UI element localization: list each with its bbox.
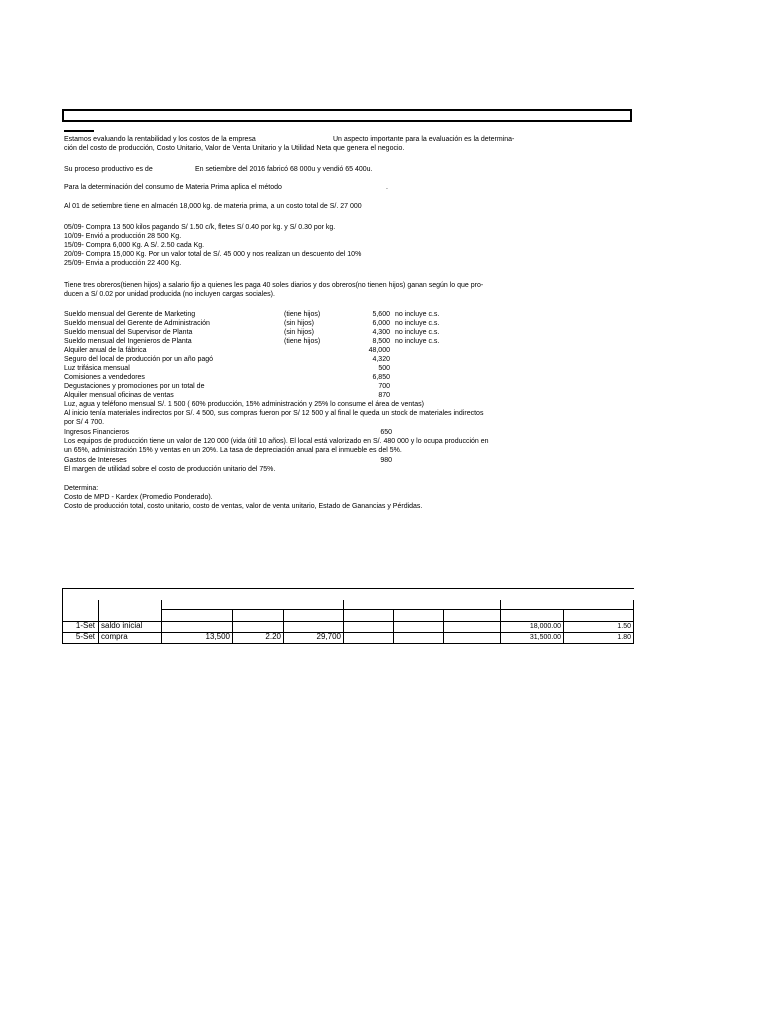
salary-note: (tiene hijos): [284, 311, 321, 318]
kardex-date: 5-Set: [75, 632, 95, 641]
table-rule: [633, 600, 634, 644]
movement-line: 20/09- Compra 15,000 Kg. Por un valor total de S/. 45 000 y nos realizan un descuento del 10%: [64, 251, 362, 258]
table-rule: [500, 600, 501, 644]
equipment-line: Los equipos de producción tiene un valor de 120 000 (vida útil 10 años). El local está valorizado en S/. 480 000 y lo ocupa producción en: [64, 438, 489, 445]
salary-extra: no incluye c.s.: [395, 329, 440, 336]
title-underline: [64, 130, 94, 132]
table-rule: [161, 600, 162, 644]
table-rule: [232, 609, 233, 644]
table-rule: [98, 600, 99, 644]
expense-label: Alquiler anual de la fábrica: [64, 347, 147, 354]
kardex-concept: saldo inicial: [101, 621, 143, 630]
equipment-line: un 65%, administración 15% y ventas en un 20%. La tasa de depreciación anual para el inmueble es del 5%.: [64, 447, 402, 454]
expense-label: Luz trifásica mensual: [64, 365, 130, 372]
expense-amount: 4,320: [372, 356, 390, 363]
intro-line2: ción del costo de producción, Costo Unitario, Valor de Venta Unitario y la Utilidad Neta que genera el negocio.: [64, 145, 405, 152]
expense-label: Degustaciones y promociones por un total de: [64, 383, 205, 390]
kardex-balance-unit: 1.80: [617, 634, 631, 641]
utilities-line: Luz, agua y teléfono mensual S/. 1 500 ( 60% producción, 15% administración y 25% lo consume el área de ventas): [64, 401, 424, 408]
salary-label: Sueldo mensual del Supervisor de Planta: [64, 329, 193, 336]
expense-label: Comisiones a vendedores: [64, 374, 145, 381]
margin-line: El margen de utilidad sobre el costo de producción unitario del 75%.: [64, 466, 276, 473]
interest-amount: 980: [380, 457, 392, 464]
movement-line: 05/09- Compra 13 500 kilos pagando S/ 1.50 c/k, fletes S/ 0.40 por kg. y S/ 0.30 por kg.: [64, 224, 336, 231]
method-text: Para la determinación del consumo de Materia Prima aplica el método: [64, 184, 282, 191]
salary-note: (sin hijos): [284, 329, 314, 336]
salary-label: Sueldo mensual del Gerente de Marketing: [64, 311, 196, 318]
workers-line: Tiene tres obreros(tienen hijos) a salario fijo a quienes les paga 40 soles diarios y dos obreros(no tienen hijos) ganan según lo que pro-: [64, 282, 484, 289]
table-rule: [62, 588, 634, 589]
workers-line: ducen a S/ 0.02 por unidad producida (no incluyen cargas sociales).: [64, 291, 275, 298]
process-left: Su proceso productivo es de: [64, 166, 153, 173]
movement-line: 15/09- Compra 6,000 Kg. A S/. 2.50 cada Kg.: [64, 242, 205, 249]
expense-amount: 870: [378, 392, 390, 399]
kardex-table: [62, 588, 634, 644]
salary-amount: 8,500: [372, 338, 390, 345]
indirect-line: por S/ 4 700.: [64, 419, 105, 426]
kardex-balance-qty: 18,000.00: [529, 623, 561, 630]
determine-line: Costo de producción total, costo unitario, costo de ventas, valor de venta unitario, Estado de Ganancias y Pérdidas.: [64, 503, 423, 510]
title-box: [62, 109, 632, 122]
table-rule: [283, 609, 284, 644]
salary-amount: 6,000: [372, 320, 390, 327]
kardex-concept: compra: [101, 632, 128, 641]
expense-amount: 48,000: [368, 347, 390, 354]
expense-amount: 6,850: [372, 374, 390, 381]
kardex-balance-qty: 31,500.00: [529, 634, 561, 641]
expense-label: Alquiler mensual oficinas de ventas: [64, 392, 174, 399]
salary-label: Sueldo mensual del Ingenieros de Planta: [64, 338, 192, 345]
method-end: .: [386, 184, 388, 191]
salary-note: (sin hijos): [284, 320, 314, 327]
financial-income-label: Ingresos Financieros: [64, 429, 129, 436]
interest-label: Gastos de Intereses: [64, 457, 127, 464]
kardex-balance-unit: 1.50: [617, 623, 631, 630]
table-rule: [393, 609, 394, 644]
table-rule: [62, 643, 634, 644]
salary-extra: no incluye c.s.: [395, 320, 440, 327]
salary-amount: 4,300: [372, 329, 390, 336]
intro-line1-right: Un aspecto importante para la evaluación es la determina-: [333, 136, 515, 143]
salary-note: (tiene hijos): [284, 338, 321, 345]
determine-line: Costo de MPD - Kardex (Promedio Ponderado).: [64, 494, 213, 501]
expense-amount: 700: [378, 383, 390, 390]
determine-heading: Determina:: [64, 485, 99, 492]
stock-text: Al 01 de setiembre tiene en almacén 18,000 kg. de materia prima, a un costo total de S/. 27 000: [64, 203, 362, 210]
kardex-qty: 13,500: [205, 632, 230, 641]
expense-label: Seguro del local de producción por un año pagó: [64, 356, 214, 363]
expense-amount: 500: [378, 365, 390, 372]
process-right: En setiembre del 2016 fabricó 68 000u y vendió 65 400u.: [195, 166, 373, 173]
salary-extra: no incluye c.s.: [395, 311, 440, 318]
movement-line: 10/09- Envió a producción 28 500 Kg.: [64, 233, 182, 240]
kardex-unit: 2.20: [265, 632, 281, 641]
salary-label: Sueldo mensual del Gerente de Administración: [64, 320, 210, 327]
movement-line: 25/09- Envia a producción 22 400 Kg.: [64, 260, 182, 267]
kardex-date: 1-Set: [75, 621, 95, 630]
kardex-total: 29,700: [316, 632, 341, 641]
table-rule: [443, 609, 444, 644]
indirect-line: Al inicio tenía materiales indirectos por S/. 4 500, sus compras fueron por S/ 12 500 y al final le queda un stock de materiales indirectos: [64, 410, 484, 417]
table-rule: [563, 609, 564, 644]
salary-amount: 5,600: [372, 311, 390, 318]
intro-line1-left: Estamos evaluando la rentabilidad y los costos de la empresa: [64, 136, 256, 143]
table-rule: [343, 600, 344, 644]
financial-income-amount: 650: [380, 429, 392, 436]
salary-extra: no incluye c.s.: [395, 338, 440, 345]
